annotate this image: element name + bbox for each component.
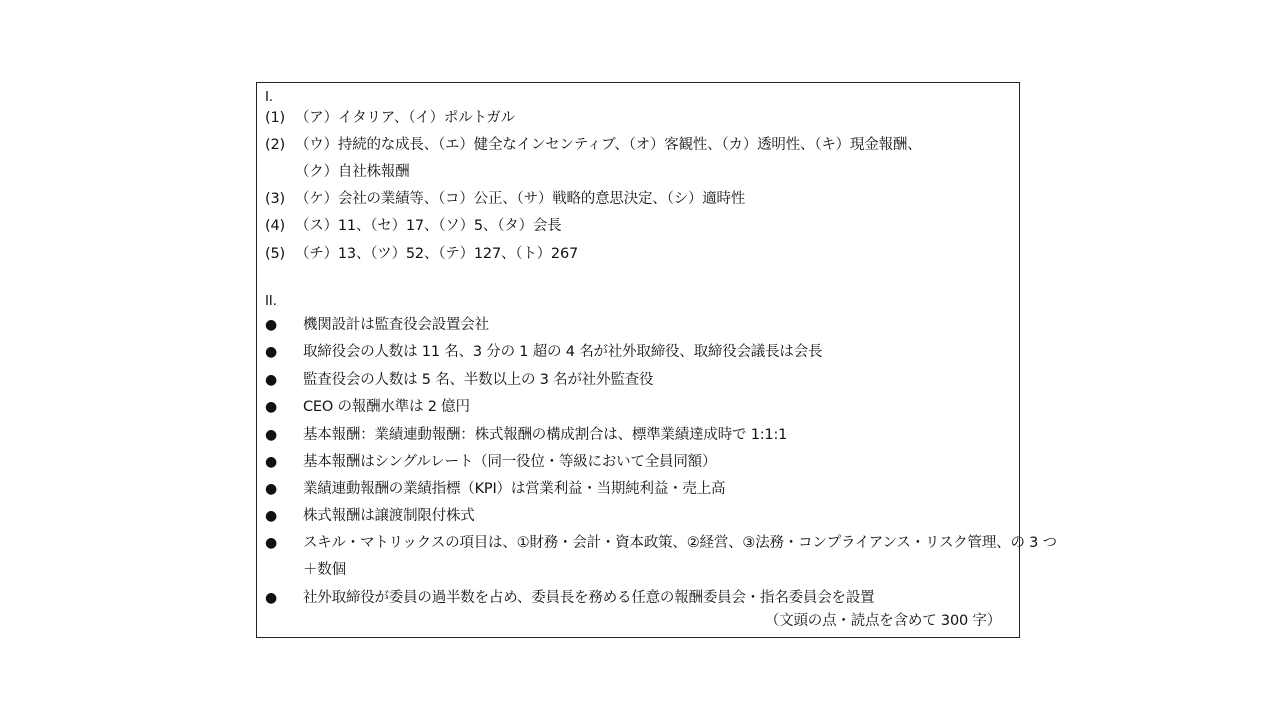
bullet-item-9: [257, 531, 1057, 555]
bullet-icon: ●: [265, 427, 278, 443]
character-count-note: （文頭の点・読点を含めて 300 字）: [764, 613, 1001, 629]
bullet-text: 取締役会の人数は 11 名、3 分の 1 超の 4 名が社外取締役、取締役会議長は会長: [303, 344, 823, 360]
answer-item-1: [257, 106, 1019, 130]
bullet-item-8: [257, 504, 1019, 528]
answer-item-3: [257, 187, 1019, 211]
item-text: （ケ）会社の業績等、（コ）公正、（サ）戦略的意思決定、（シ）適時性: [295, 191, 746, 207]
bullet-item-2: [257, 340, 1019, 364]
bullet-item-9-continuation: [257, 558, 1019, 582]
answer-item-2-continuation: [257, 160, 1019, 184]
answer-item-2: [257, 133, 1019, 157]
bullet-text: 業績連動報酬の業績指標（KPI）は営業利益・当期純利益・売上高: [303, 481, 726, 497]
bullet-item-4: [257, 395, 1019, 419]
item-text-continuation: （ク）自社株報酬: [295, 164, 410, 180]
bullet-icon: ●: [265, 481, 278, 497]
bullet-text: 機関設計は監査役会設置会社: [303, 317, 489, 333]
bullet-icon: ●: [265, 454, 278, 470]
bullet-text: CEO の報酬水準は 2 億円: [303, 399, 470, 415]
bullet-text: 基本報酬はシングルレート（同一役位・等級において全員同額）: [303, 454, 717, 470]
item-text: （チ）13、（ツ）52、（テ）127、（ト）267: [295, 246, 579, 262]
answer-item-4: [257, 214, 1019, 238]
bullet-icon: ●: [265, 508, 278, 524]
section-1-heading: I.: [265, 89, 273, 105]
bullet-text: 基本報酬：業績連動報酬：株式報酬の構成割合は、標準業績達成時で 1:1:1: [303, 427, 788, 443]
item-text: （ス）11、（セ）17、（ソ）5、（タ）会長: [295, 218, 562, 234]
section-2-heading: II.: [265, 293, 277, 309]
item-number: (3): [265, 191, 285, 207]
bullet-item-3: [257, 368, 1019, 392]
item-number: (4): [265, 218, 285, 234]
bullet-text: 社外取締役が委員の過半数を占め、委員長を務める任意の報酬委員会・指名委員会を設置: [303, 590, 875, 606]
item-number: (2): [265, 137, 285, 153]
bullet-text: 株式報酬は譲渡制限付株式: [303, 508, 475, 524]
bullet-item-1: [257, 313, 1019, 337]
bullet-icon: ●: [265, 317, 278, 333]
answer-item-5: [257, 242, 1019, 266]
item-number: (5): [265, 246, 285, 262]
bullet-text-continuation: ＋数個: [303, 562, 346, 578]
bullet-text: 監査役会の人数は 5 名、半数以上の 3 名が社外監査役: [303, 372, 654, 388]
answer-box: [256, 82, 1057, 638]
bullet-item-10: [257, 586, 1019, 610]
bullet-item-6: [257, 450, 1019, 474]
bullet-icon: ●: [265, 344, 278, 360]
bullet-text: スキル・マトリックスの項目は、①財務・会計・資本政策、②経営、③法務・コンプライアンス・リスク管理、の 3 つ: [303, 535, 1057, 551]
bullet-item-5: [257, 423, 1019, 447]
item-number: (1): [265, 110, 285, 126]
item-text: （ウ）持続的な成長、（エ）健全なインセンティブ、（オ）客観性、（カ）透明性、（キ）現金報酬、: [295, 137, 922, 153]
item-text: （ア）イタリア、（イ）ポルトガル: [295, 110, 515, 126]
bullet-icon: ●: [265, 590, 278, 606]
bullet-icon: ●: [265, 399, 278, 415]
bullet-icon: ●: [265, 372, 278, 388]
bullet-item-7: [257, 477, 1019, 501]
bullet-icon: ●: [265, 535, 278, 551]
